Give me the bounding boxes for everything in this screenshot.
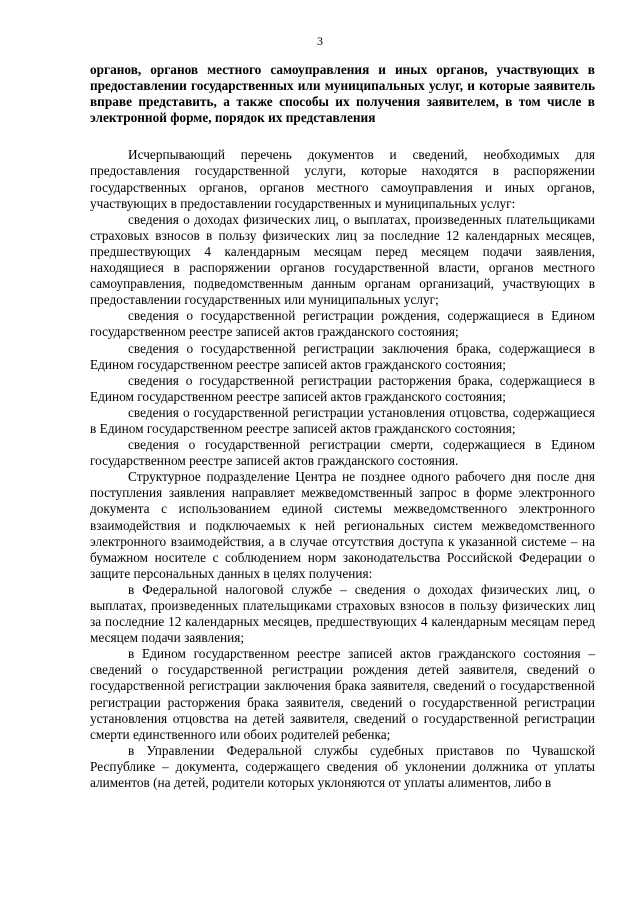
paragraph: сведения о доходах физических лиц, о выплатах, произведенных плательщиками страховых взносов в пользу физических лиц за последние 12 календарных месяцев, предшествующих 4 календарным месяцам перед месяцем подачи заявления, находящиеся в распоряжении органов государственной власти, органов местного самоуправления, подведомственным данным органам организаций, участвующих в предоставлении государственных или муниципальных услуг;	[90, 211, 595, 308]
page-number: 3	[317, 34, 323, 48]
paragraph: сведения о государственной регистрации заключения брака, содержащиеся в Едином государственном реестре записей актов гражданского состояния;	[90, 340, 595, 372]
paragraph: сведения о государственной регистрации рождения, содержащиеся в Едином государственном реестре записей актов гражданского состояния;	[90, 308, 595, 340]
paragraph: в Едином государственном реестре записей актов гражданского состояния – сведений о государственной регистрации рождения детей заявителя, сведений о государственной регистрации заключения брака заявителя, сведений о государственной регистрации расторжения брака заявителя, сведений о государственной регистрации установления отцовства на детей заявителя, сведений о государственной регистрации смерти единственного или обоих родителей ребенка;	[90, 646, 595, 742]
paragraph: сведения о государственной регистрации установления отцовства, содержащиеся в Едином государственном реестре записей актов гражданского состояния;	[90, 404, 595, 436]
paragraph: в Управлении Федеральной службы судебных приставов по Чувашской Республике – документа, содержащего сведения об уклонении должника от уплаты алиментов (на детей, родители которых уклоняются от уплаты алиментов, либо в	[90, 742, 595, 791]
document-body	[90, 62, 595, 791]
paragraph: в Федеральной налоговой службе – сведения о доходах физических лиц, о выплатах, произведенных плательщиками страховых взносов в пользу физических лиц за последние 12 календарных месяцев, предшествующих 4 календарным месяцам перед месяцем подачи заявления;	[90, 581, 595, 646]
paragraph: Исчерпывающий перечень документов и сведений, необходимых для предоставления государственной услуги, которые находятся в распоряжении государственных органов, органов местного самоуправления и иных органов, участвующих в предоставлении государственных и муниципальных услуг:	[90, 147, 595, 211]
paragraph: сведения о государственной регистрации расторжения брака, содержащиеся в Едином государственном реестре записей актов гражданского состояния;	[90, 372, 595, 404]
paragraph: Структурное подразделение Центра не позднее одного рабочего дня после дня поступления заявления направляет межведомственный запрос в форме электронного документа с использованием единой системы межведомственного электронного взаимодействия и подключаемых к ней региональных систем межведомственного электронного взаимодействия, а в случае отсутствия доступа к указанной системе – на бумажном носителе с соблюдением норм законодательства Российской Федерации о защите персональных данных в целях получения:	[90, 469, 595, 581]
section-heading: органов, органов местного самоуправления и иных органов, участвующих в предоставлении государственных или муниципальных услуг, и которые заявитель вправе представить, а также способы их получения заявителем, в том числе в электронной форме, порядок их представления	[90, 62, 595, 126]
paragraph: сведения о государственной регистрации смерти, содержащиеся в Едином государственном реестре записей актов гражданского состояния.	[90, 437, 595, 469]
